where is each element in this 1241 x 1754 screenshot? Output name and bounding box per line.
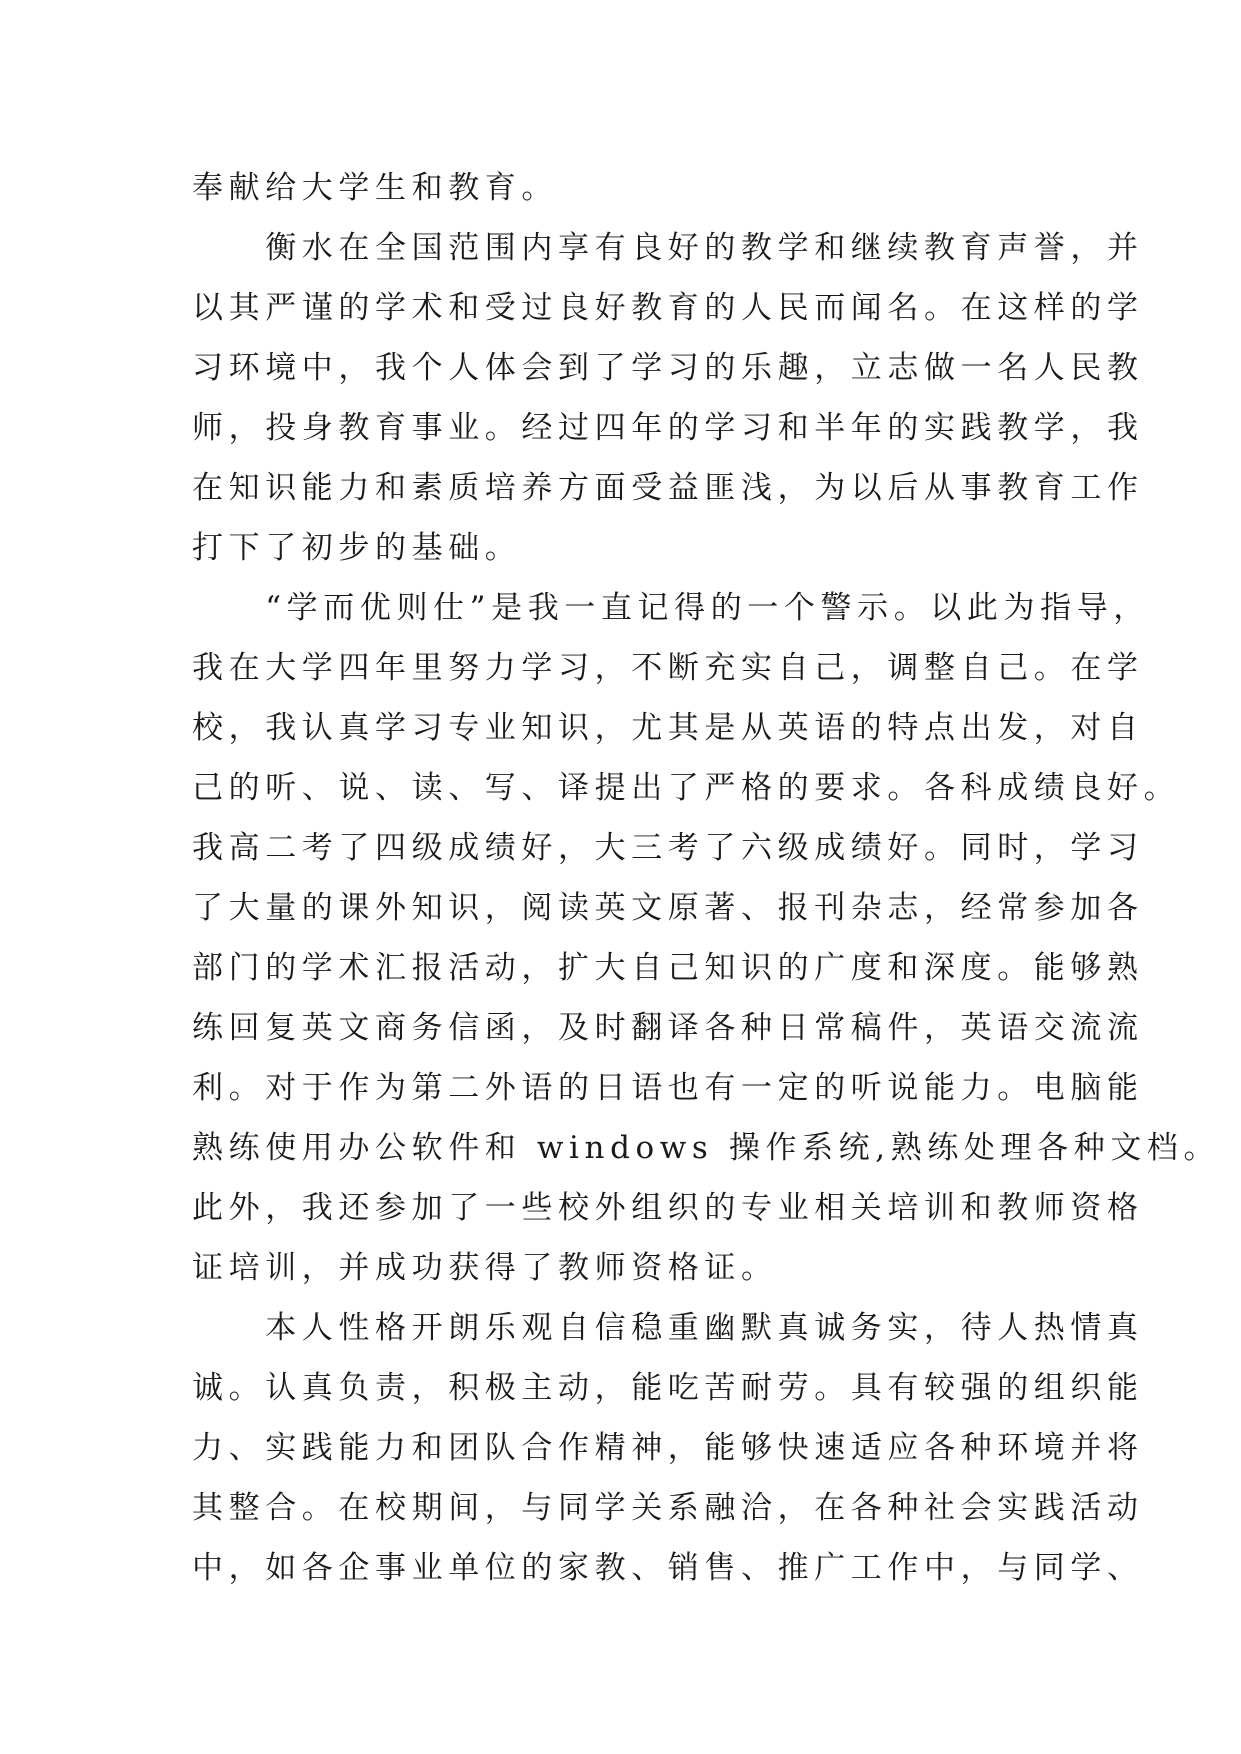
text-line: 此外，我还参加了一些校外组织的专业相关培训和教师资格 [192, 1190, 1144, 1226]
text-line: 校，我认真学习专业知识，尤其是从英语的特点出发，对自 [192, 710, 1144, 746]
text-line: 衡水在全国范围内享有良好的教学和继续教育声誉，并 [192, 230, 1144, 266]
text-line: 诚。认真负责，积极主动，能吃苦耐劳。具有较强的组织能 [192, 1370, 1144, 1406]
body-text [192, 158, 1221, 1598]
text-line: 其整合。在校期间，与同学关系融洽，在各种社会实践活动 [192, 1490, 1144, 1526]
text-line: 部门的学术汇报活动，扩大自己知识的广度和深度。能够熟 [192, 950, 1144, 986]
text-line: 熟练使用办公软件和 windows 操作系统,熟练处理各种文档。 [192, 1130, 1221, 1166]
text-line: 习环境中，我个人体会到了学习的乐趣，立志做一名人民教 [192, 350, 1144, 386]
text-line: 己的听、说、读、写、译提出了严格的要求。各科成绩良好。 [192, 770, 1181, 806]
text-line: 利。对于作为第二外语的日语也有一定的听说能力。电脑能 [192, 1070, 1144, 1106]
text-line: 以其严谨的学术和受过良好教育的人民而闻名。在这样的学 [192, 290, 1144, 326]
text-line: 我在大学四年里努力学习，不断充实自己，调整自己。在学 [192, 650, 1144, 686]
text-line: 师，投身教育事业。经过四年的学习和半年的实践教学，我 [192, 410, 1144, 446]
text-line: 中，如各企事业单位的家教、销售、推广工作中，与同学、 [192, 1550, 1144, 1586]
text-line: 本人性格开朗乐观自信稳重幽默真诚务实，待人热情真 [192, 1310, 1144, 1346]
text-line: 练回复英文商务信函，及时翻译各种日常稿件，英语交流流 [192, 1010, 1144, 1046]
text-line: “学而优则仕”是我一直记得的一个警示。以此为指导， [192, 590, 1150, 626]
text-line: 在知识能力和素质培养方面受益匪浅，为以后从事教育工作 [192, 470, 1144, 506]
text-line: 奉献给大学生和教育。 [192, 170, 558, 206]
text-line: 证培训，并成功获得了教师资格证。 [192, 1250, 778, 1286]
text-line: 力、实践能力和团队合作精神，能够快速适应各种环境并将 [192, 1430, 1144, 1466]
text-line: 我高二考了四级成绩好，大三考了六级成绩好。同时，学习 [192, 830, 1144, 866]
text-line: 了大量的课外知识，阅读英文原著、报刊杂志，经常参加各 [192, 890, 1144, 926]
text-line: 打下了初步的基础。 [192, 530, 522, 566]
